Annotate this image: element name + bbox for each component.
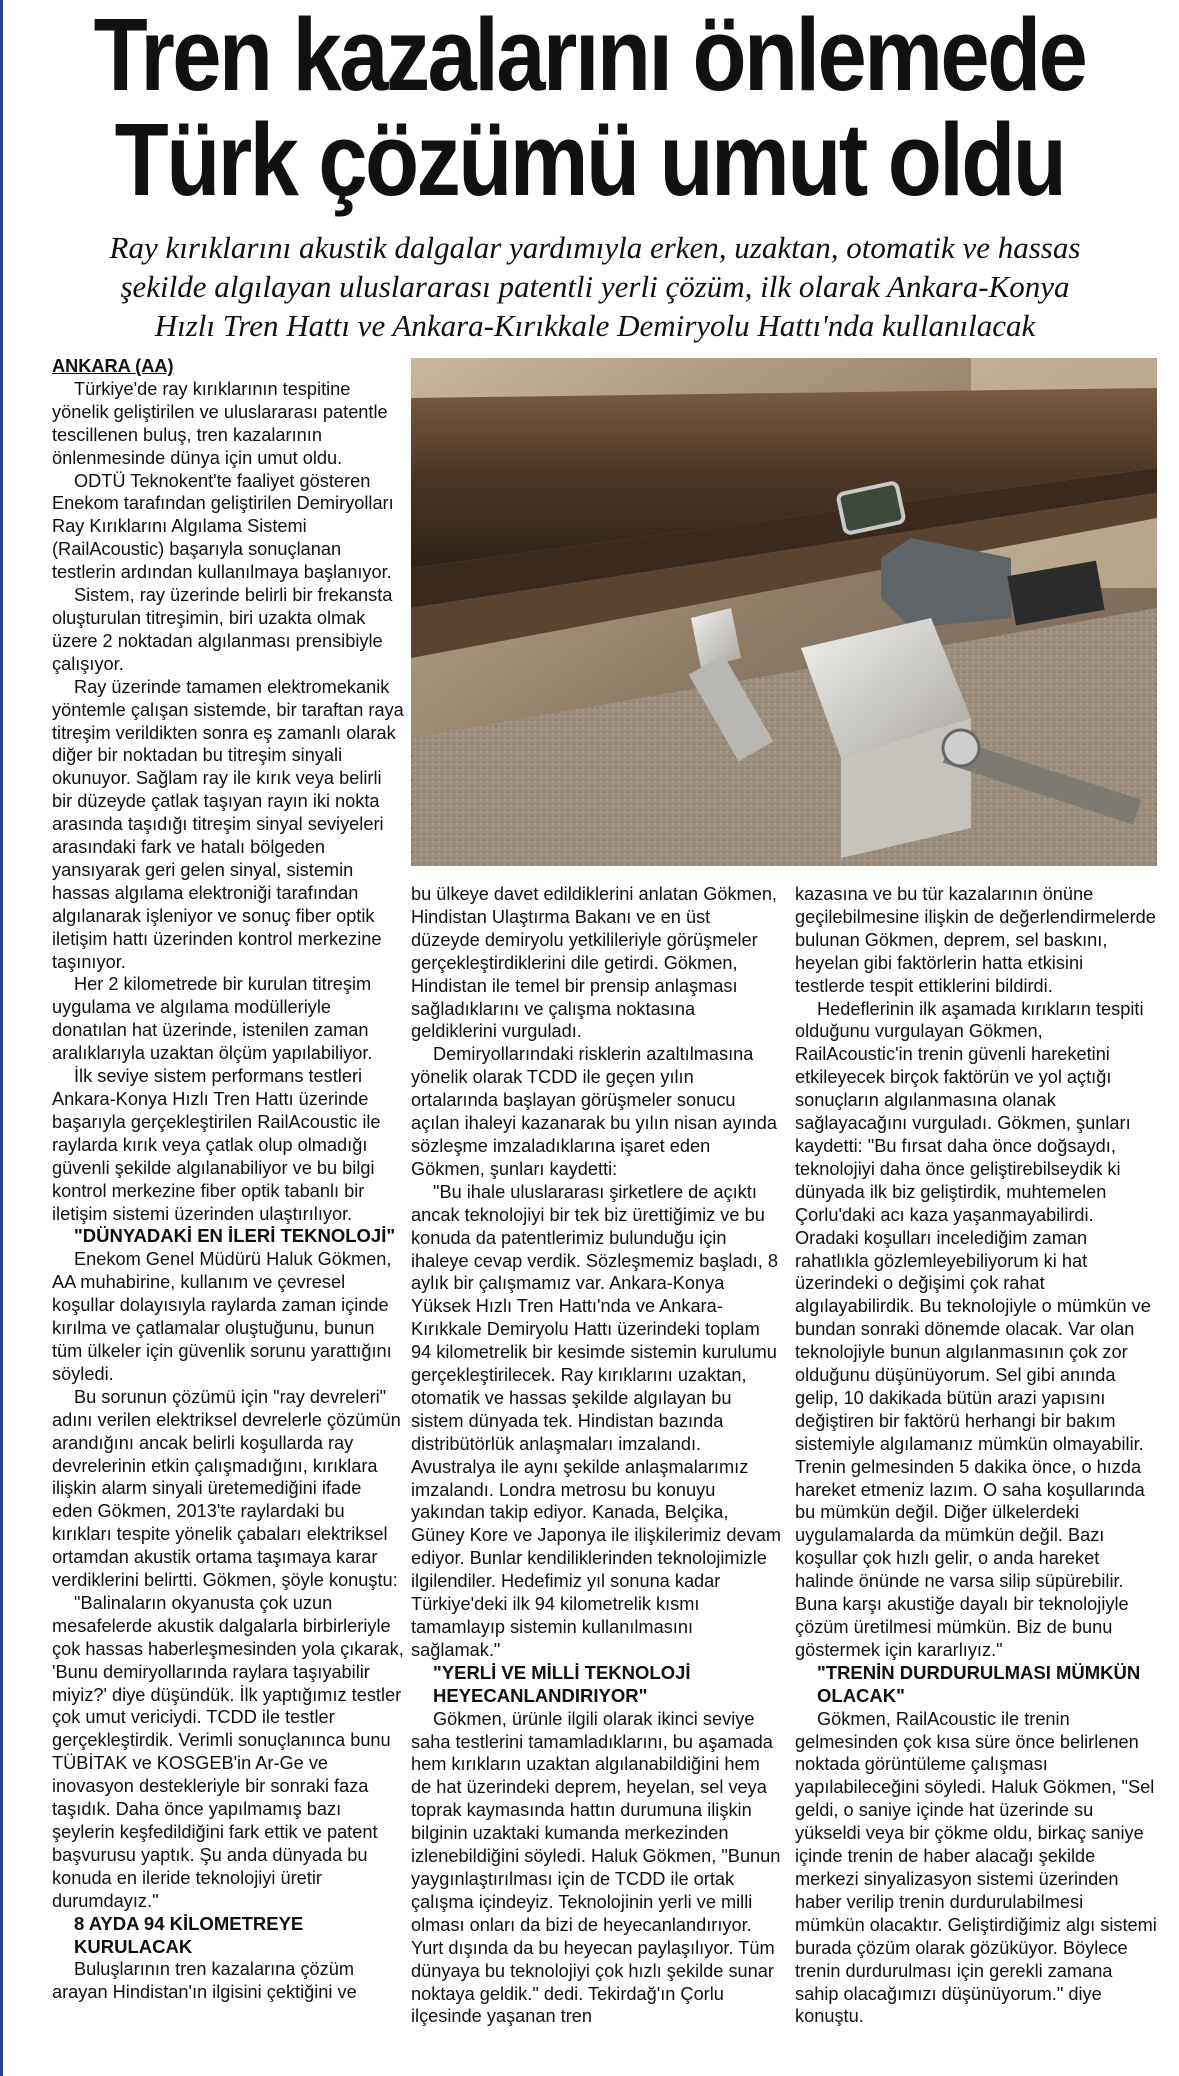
- paragraph: Bu sorunun çözümü için "ray devreleri" adını verilen elektriksel devrelerle çözümün arandığını ancak belirli koşullarda ray devrelerinin etkin çalışmadığını, kırıklara ilişkin alarm sinyali üretemediğini ifade eden Gökmen, 2013'te raylardaki bu kırıkları tespite yönelik çabaları elektriksel ortamdan akustik ortama taşımaya karar verdiklerini belirtti. Gökmen, şöyle konuştu:: [52, 1386, 401, 1591]
- headline: [83, 0, 1097, 217]
- paragraph: Gökmen, ürünle ilgili olarak ikinci seviye saha testlerini tamamladıklarını, bu aşamada hem kırıkların uzaktan algılanabildiğini hem de hat üzerindeki deprem, heyelan, sel veya toprak kaymasında hattın durumuna ilişkin bilginin uzaktaki kumanda merkezinden izlenebildiğini söyledi. Haluk Gökmen, "Bunun yaygınlaştırılması için de TCDD ile ortak çalışma içindeyiz. Teknolojinin yerli ve milli olması onları da bizi de heyecanlandırıyor. Yurt dışında da bu heyecan paylaşılıyor. Tüm dünyaya bu teknolojiyi çok hızlı şekilde sunar noktaya geldik." dedi. Tekirdağ'ın Çorlu ilçesinde yaşanan tren: [411, 1708, 781, 2027]
- rail-sensor-photo: [411, 358, 1157, 866]
- headline-line-1: Tren kazalarını önlemede: [93, 0, 1086, 112]
- paragraph: İlk seviye sistem performans testleri Ankara-Konya Hızlı Tren Hattı üzerinde başarıyla gerçekleştirilen RailAcoustic ile raylarda kırık veya çatlak olup olmadığı güvenli şekilde algılanabiliyor ve bu bilgi kontrol merkezine fiber optik tabanlı bir iletişim sistemi üzerinden ulaştırılıyor.: [52, 1066, 381, 1224]
- paragraph: Ray üzerinde tamamen elektromekanik yöntemle çalışan sistemde, bir taraftan raya titreşim verildikten sonra eş zamanlı olarak diğer bir noktadan bu titreşim sinyali okunuyor. Sağlam ray ile kırık veya belirli bir düzeyde çatlak taşıyan rayın iki nokta arasında taşıdığı titreşim sinyal seviyeleri arasındaki fark ve hatalı bölgeden yansıyarak geri gelen sinyal, sistemin hassas algılama elektroniği tarafından algılanarak işleniyor ve sonuç fiber optik iletişim hattı üzerinden kontrol merkezine taşınıyor.: [52, 676, 404, 972]
- subheading: "YERLİ VE MİLLİ TEKNOLOJİ HEYECANLANDIRIYOR": [433, 1661, 691, 1706]
- left-margin-rule: [0, 0, 3, 2076]
- article-column-1: [52, 355, 404, 2004]
- photo-illustration: [411, 358, 1157, 866]
- paragraph: ODTÜ Teknokent'te faaliyet gösteren Enekom tarafından geliştirilen Demiryolları Ray Kırıklarını Algılama Sistemi (RailAcoustic) başarıyla sonuçlanan testlerin ardından kullanılmaya başlanıyor.: [52, 470, 394, 583]
- paragraph: Her 2 kilometrede bir kurulan titreşim uygulama ve algılama modülleriyle donatılan hat üzerinde, istenilen zaman aralıklarıyla uzaktan ölçüm yapılabiliyor.: [52, 974, 373, 1064]
- paragraph: Sistem, ray üzerinde belirli bir frekansta oluşturulan titreşimin, biri uzakta olmak üzere 2 noktadan algılanması prensibiyle çalışıyor.: [52, 585, 393, 674]
- article-column-2: [411, 883, 781, 2028]
- paragraph: "Bu ihale uluslararası şirketlere de açıktı ancak teknolojiyi bir tek biz ürettiğimiz ve bu konuda da patentlerimiz bulunduğu için ihaleye cevap verdik. Sözleşmemiz başladı, 8 aylık bir çalışmamız var. Ankara-Konya Yüksek Hızlı Tren Hattı'nda ve Ankara-Kırıkkale Demiryolu Hattı üzerindeki toplam 94 kilometrelik bir kesimde sistemin kurulumu gerçekleştirilecek. Ray kırıklarını uzaktan, otomatik ve hassas şekilde algılayan bu sistem dünyada tek. Hindistan bazında distribütörlük anlaşmaları imzalandı. Avustralya ile aynı şekilde anlaşmalarımız imzalandı. Londra metrosu bu konuyu yakından takip ediyor. Kanada, Belçika, Güney Kore ve Japonya ile ilişkilerimiz devam ediyor. Bunlar kendiliklerinden teknolojimizle ilgilendiler. Hedefimiz yıl sonuna kadar Türkiye'deki ilk 94 kilometrelik kısmı tamamlayıp sistemin kullanılmasını sağlamak.": [411, 1181, 781, 1660]
- paragraph: kazasına ve bu tür kazalarının önüne geçilebilmesine ilişkin de değerlendirmelerde bulunan Gökmen, deprem, sel baskını, heyelan gibi faktörlerin hatta etkisini testlerde tespit ettiklerini bildirdi.: [795, 884, 1156, 996]
- deck-subheadline: [30, 228, 1160, 345]
- article-column-3: [795, 883, 1157, 2028]
- subheading: 8 AYDA 94 KİLOMETREYE KURULACAK: [74, 1912, 304, 1957]
- paragraph: Türkiye'de ray kırıklarının tespitine yönelik geliştirilen ve uluslararası patentle tescillenen buluş, tren kazalarının önlenmesinde dünya için umut oldu.: [52, 378, 388, 468]
- paragraph: Buluşlarının tren kazalarına çözüm arayan Hindistan'ın ilgisini çektiğini ve: [52, 1959, 357, 2003]
- dateline: ANKARA (AA): [52, 356, 174, 376]
- deck-line-1: Ray kırıklarını akustik dalgalar yardımıyla erken, uzaktan, otomatik ve hassas: [109, 230, 1081, 265]
- paragraph: Gökmen, RailAcoustic ile trenin gelmesinden çok kısa süre önce belirlenen noktada görüntüleme çalışması yapılabileceğini söyledi. Haluk Gökmen, "Sel geldi, o saniye içinde hat üzerinde su yükseldi veya bir çökme oldu, birkaç saniye içinde trenin de haber alacağı şekilde merkezi sinyalizasyon sistemi üzerinden haber verilip trenin durdurulabilmesi mümkün olacaktır. Geliştirdiğimiz algı sistemi burada çözüm olarak gözüküyor. Böylece trenin durdurulması için gerekli zamana sahip olacağımızı düşünüyorum." diye konuştu.: [795, 1708, 1157, 2027]
- paragraph: bu ülkeye davet edildiklerini anlatan Gökmen, Hindistan Ulaştırma Bakanı ve en üst düzeyde demiryolu yetkilileriyle görüşmeler gerçekleştirdiklerini dile getirdi. Gökmen, Hindistan ile temel bir prensip anlaşması sağladıklarını ve çalışma noktasına geldiklerini vurguladı.: [411, 884, 777, 1042]
- paragraph: Enekom Genel Müdürü Haluk Gökmen, AA muhabirine, kullanım ve çevresel koşullar dolayısıyla raylarda zaman içinde kırılma ve çatlamalar oluştuğunu, bunun tüm ülkeler için güvenlik sorunu yarattığını söyledi.: [52, 1249, 392, 1384]
- deck-line-2: şekilde algılayan uluslararası patentli yerli çözüm, ilk olarak Ankara-Konya: [120, 269, 1070, 304]
- subheading: "TRENİN DURDURULMASI MÜMKÜN OLACAK": [817, 1661, 1141, 1706]
- subheading: "DÜNYADAKİ EN İLERİ TEKNOLOJİ": [74, 1225, 396, 1247]
- headline-line-2: Türk çözümü umut oldu: [114, 102, 1065, 217]
- paragraph: Hedeflerinin ilk aşamada kırıkların tespiti olduğunu vurgulayan Gökmen, RailAcoustic'in trenin güvenli hareketini etkileyecek birçok faktörün ve yol açtığı sonuçların algılanmasına olanak sağlayacağını vurguladı. Gökmen, şunları kaydetti: "Bu fırsat daha önce doğsaydı, teknolojiyi daha önce geliştirebilseydik ki dünyada ilk biz geliştirdik, muhtemelen Çorlu'daki acı kaza yaşanmayabilirdi. Oradaki koşulları incelediğim zaman rahatlıkla gözlemleyebiliyorum ki hat üzerindeki o değişimi çok rahat algılayabilirdik. Bu teknolojiyle o mümkün ve bundan sonraki dönemde olacak. Var olan teknolojiyle bunun algılanmasının çok zor olduğunu düşünüyorum. Sel gibi anında gelip, 10 dakikada bütün arazi yapısını değiştiren bir faktörü herhangi bir bakım sistemiyle algılamanız mümkün olmayabilir. Trenin gelmesinden 5 dakika önce, o hızda hareket etmeniz lazım. O saha koşullarında bu mümkün değil. Diğer ülkelerdeki uygulamalarda da mümkün değil. Bazı koşullar çok hızlı gelir, o anda hareket halinde önünde ne varsa silip süpürebilir. Buna karşı akustiğe dayalı bir teknolojiyle çözüm üretilmesi mümkün. Biz de bunu göstermek için kararlıyız.": [795, 998, 1151, 1660]
- paragraph: "Balinaların okyanusta çok uzun mesafelerde akustik dalgalarla birbirleriyle çok hassas haberleşmesinden yola çıkarak, 'Bunu demiryollarında raylara taşıyabilir miyiz?' diye düşündük. İlk yaptığımız testler çok umut vericiydi. TCDD ile testler gerçekleştirdik. Verimli sonuçlanınca bunu TÜBİTAK ve KOSGEB'in Ar-Ge ve inovasyon destekleriyle bir sonraki faza taşıdık. Daha önce yapılmamış bazı şeylerin keşfedildiğini fark ettik ve patent başvurusu yaptık. Şu anda dünyada bu konuda en ileride teknolojiyi üretir durumdayız.": [52, 1592, 404, 1911]
- deck-line-3: Hızlı Tren Hattı ve Ankara-Kırıkkale Demiryolu Hattı'nda kullanılacak: [154, 308, 1036, 343]
- paragraph: Demiryollarındaki risklerin azaltılmasına yönelik olarak TCDD ile geçen yılın ortalarında başlayan görüşmeler sonucu açılan ihaleyi kazanarak bu yılın nisan ayında sözleşme imzaladıklarına işaret eden Gökmen, şunları kaydetti:: [411, 1044, 777, 1179]
